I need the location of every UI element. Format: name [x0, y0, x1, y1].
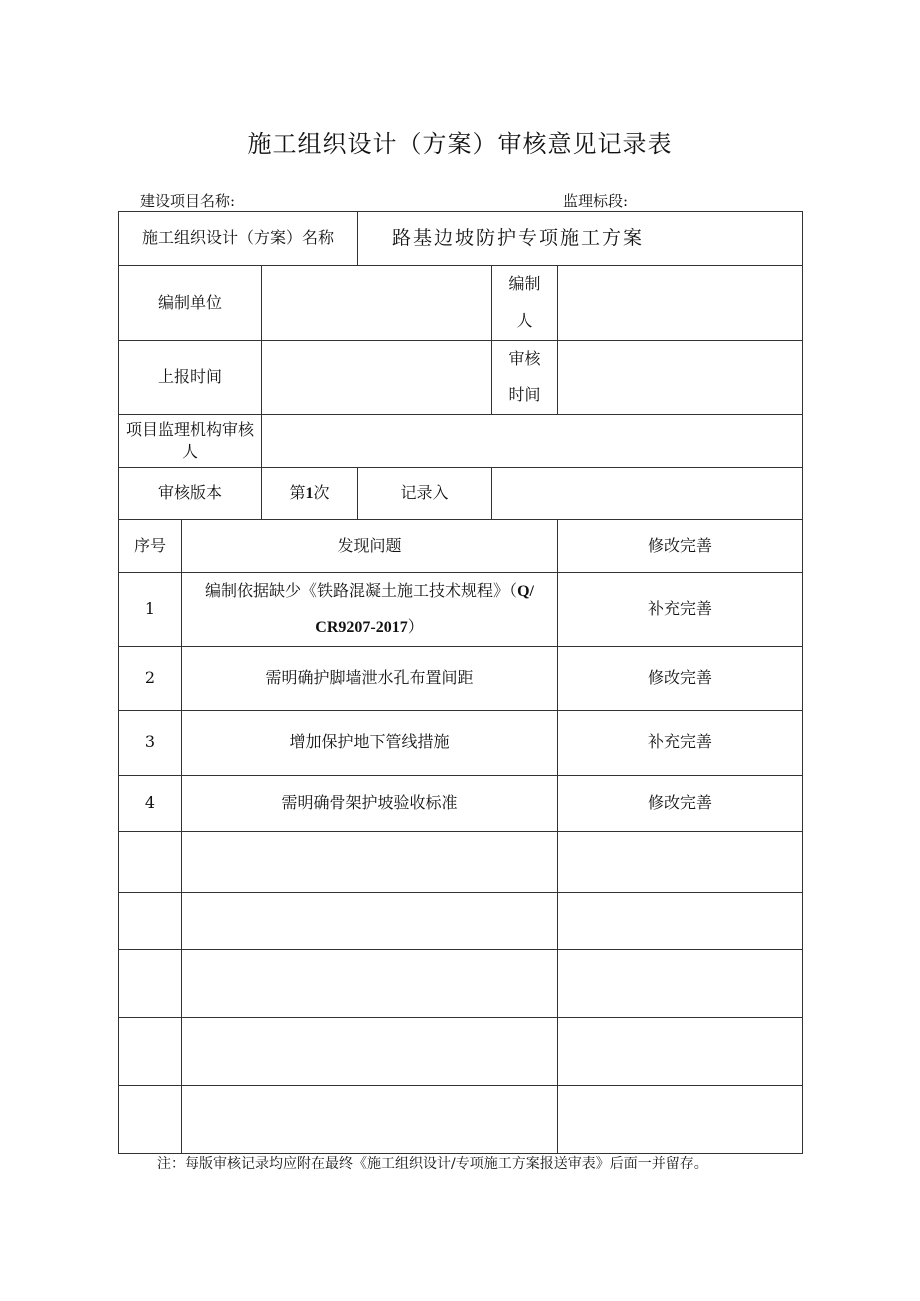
design-name-row: [119, 212, 803, 266]
row-action: 修改完善: [558, 646, 803, 710]
version-row: [119, 468, 803, 520]
row-no: 1: [119, 573, 182, 646]
version-number: 1: [305, 484, 314, 502]
review-time-label-line1: 审核: [508, 348, 541, 368]
version-suffix: 次: [313, 482, 330, 502]
table-row: [119, 646, 803, 710]
compiler-label-line2: 人: [516, 310, 533, 330]
row-action: 补充完善: [558, 710, 803, 775]
empty-row: [119, 1017, 803, 1085]
recorder-value[interactable]: [492, 468, 803, 520]
version-value: [262, 468, 358, 520]
reviewer-row: [119, 415, 803, 468]
footnote: 注：每版审核记录均应附在最终《施工组织设计/专项施工方案报送审表》后面一并留存。: [157, 1156, 708, 1172]
submit-time-row: [119, 340, 803, 415]
table-row: [119, 775, 803, 831]
design-name-value: 路基边坡防护专项施工方案: [358, 212, 803, 266]
section-label: 监理标段:: [563, 192, 629, 210]
header-issue: 发现问题: [182, 520, 558, 573]
row-no: 2: [119, 646, 182, 710]
review-time-label: [492, 340, 558, 415]
row-issue: 需明确骨架护坡验收标准: [182, 775, 558, 831]
row-no: 4: [119, 775, 182, 831]
submit-time-value[interactable]: [262, 340, 492, 415]
empty-row: [119, 1085, 803, 1153]
empty-row: [119, 831, 803, 892]
compiling-unit-label: 编制单位: [119, 266, 262, 341]
row-action: 修改完善: [558, 775, 803, 831]
page-title: 施工组织设计（方案）审核意见记录表: [247, 130, 673, 158]
project-name-label: 建设项目名称:: [140, 192, 236, 210]
header-no: 序号: [119, 520, 182, 573]
row-issue-code-b: CR9207-2017: [315, 619, 408, 637]
review-record-table: [118, 211, 803, 1154]
issues-header-row: [119, 520, 803, 573]
compiling-unit-value[interactable]: [262, 266, 492, 341]
compiler-value[interactable]: [558, 266, 803, 341]
row-issue: 增加保护地下管线措施: [182, 710, 558, 775]
reviewer-label: [119, 415, 262, 468]
row-issue-text: 编制依据缺少《铁路混凝土施工技术规程》（: [205, 581, 518, 601]
empty-row: [119, 892, 803, 949]
header-action: 修改完善: [558, 520, 803, 573]
reviewer-value[interactable]: [262, 415, 803, 468]
compiler-label: [492, 266, 558, 341]
row-issue: 需明确护脚墙泄水孔布置间距: [182, 646, 558, 710]
design-name-label: 施工组织设计（方案）名称: [119, 212, 358, 266]
row-issue: [182, 573, 558, 646]
review-time-value[interactable]: [558, 340, 803, 415]
version-prefix: 第: [289, 482, 306, 502]
table-row: [119, 710, 803, 775]
row-no: 3: [119, 710, 182, 775]
row-action: 补充完善: [558, 573, 803, 646]
table-row: [119, 573, 803, 646]
compiler-label-line1: 编制: [508, 274, 541, 293]
row-issue-code-a: Q/: [517, 583, 534, 601]
row-issue-close: ）: [407, 617, 424, 637]
version-label: 审核版本: [119, 468, 262, 520]
empty-row: [119, 949, 803, 1017]
review-time-label-line2: 时间: [508, 385, 541, 405]
recorder-label: 记录入: [358, 468, 492, 520]
reviewer-label-line1: 项目监理机构审核: [125, 419, 254, 439]
reviewer-label-line2: 人: [181, 442, 198, 462]
compiling-unit-row: [119, 266, 803, 341]
submit-time-label: 上报时间: [119, 340, 262, 415]
